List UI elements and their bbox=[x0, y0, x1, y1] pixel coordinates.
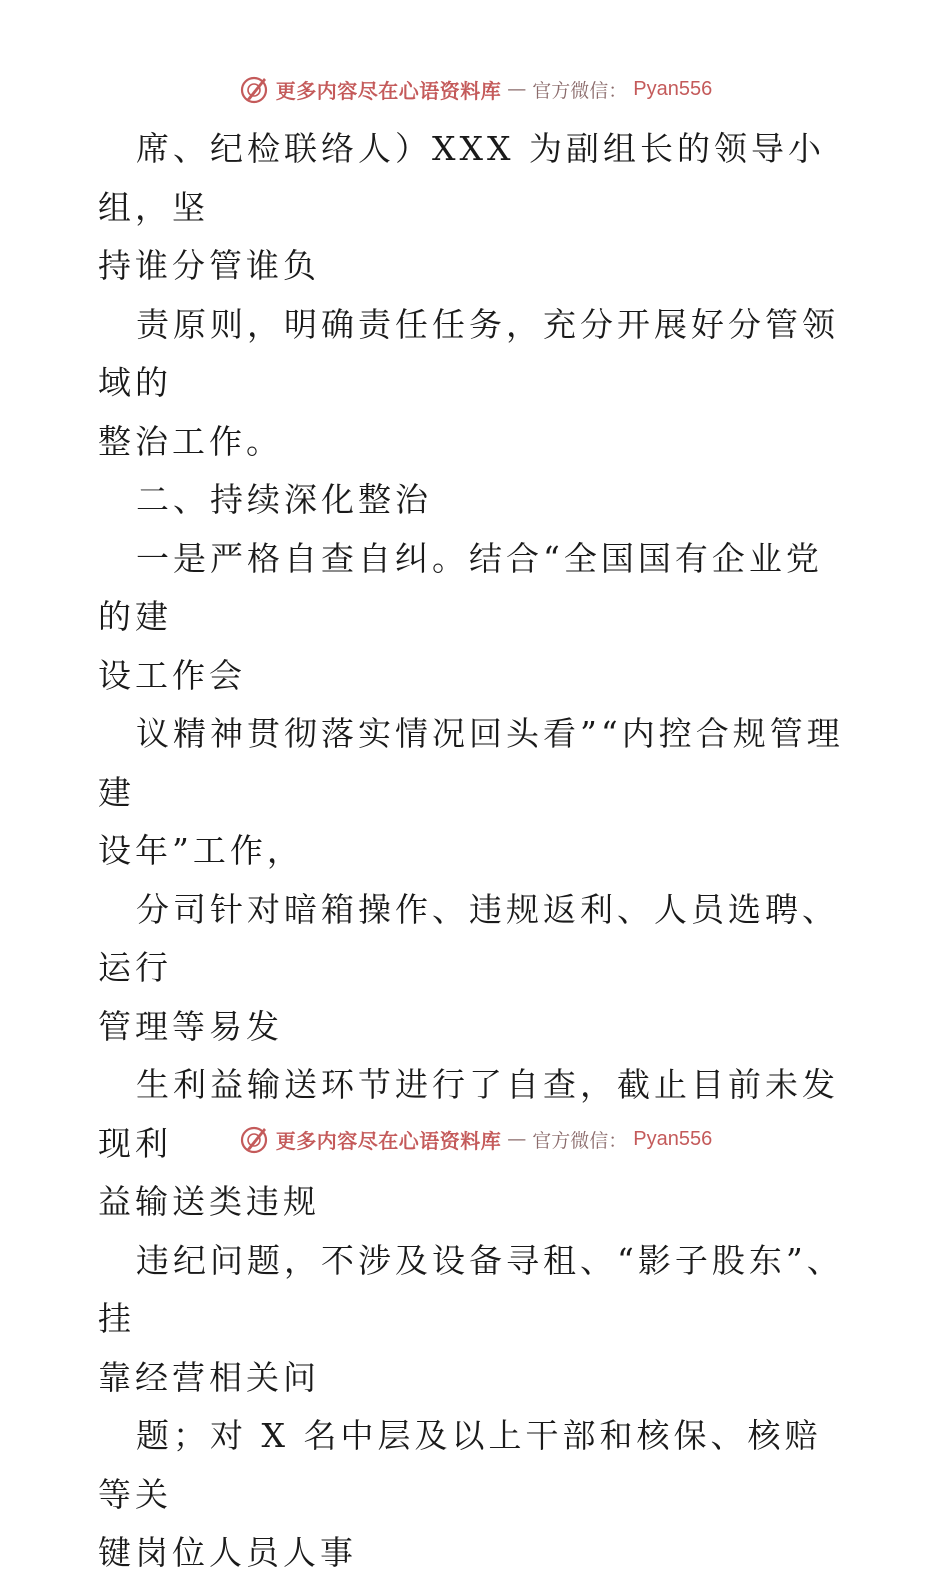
paragraph-line: 一是严格自查自纠。结合“全国国有企业党的建 bbox=[98, 538, 823, 636]
watermark-label: 官方微信： bbox=[532, 79, 628, 102]
document-body bbox=[98, 120, 858, 1583]
paragraph-line: 二、持续深化整治 bbox=[136, 480, 432, 519]
section-heading bbox=[98, 471, 858, 530]
footer-watermark bbox=[0, 1122, 950, 1156]
paragraph-line: 分司针对暗箱操作、违规返利、人员选聘、运行 bbox=[98, 889, 839, 987]
watermark-label: 官方微信： bbox=[532, 1129, 628, 1152]
paragraph-line: 席、纪检联络人）XXX 为副组长的领导小组，坚 bbox=[98, 129, 825, 227]
paragraph bbox=[98, 296, 858, 472]
watermark-dash: — bbox=[507, 1128, 527, 1150]
header-watermark bbox=[0, 72, 950, 106]
quill-logo-icon bbox=[238, 1123, 270, 1155]
watermark-id: Pyan556 bbox=[633, 77, 713, 100]
paragraph-line: 议精神贯彻落实情况回头看”“内控合规管理建 bbox=[98, 714, 844, 812]
paragraph-line: 管理等易发 bbox=[98, 1006, 283, 1046]
paragraph bbox=[98, 120, 858, 296]
paragraph bbox=[98, 530, 858, 706]
paragraph-line: 益输送类违规 bbox=[98, 1182, 320, 1221]
paragraph-line: 整治工作。 bbox=[98, 421, 283, 461]
paragraph-line: 违纪问题，不涉及设备寻租、“影子股东”、挂 bbox=[98, 1240, 844, 1338]
paragraph-line: 设年”工作， bbox=[98, 831, 304, 870]
paragraph-line: 设工作会 bbox=[98, 655, 246, 695]
watermark-dash: — bbox=[507, 78, 527, 100]
paragraph-line: 题；对 X 名中层及以上干部和核保、核赔等关 bbox=[98, 1416, 822, 1514]
watermark-brand: 更多内容尽在心语资料库 bbox=[275, 1128, 502, 1153]
paragraph-line: 生利益输送环节进行了自查，截止目前未发现利 bbox=[98, 1065, 839, 1163]
paragraph bbox=[98, 1232, 858, 1408]
paragraph-line: 责原则，明确责任任务，充分开展好分管领域的 bbox=[98, 304, 839, 402]
watermark-brand: 更多内容尽在心语资料库 bbox=[275, 78, 502, 103]
paragraph-line: 持谁分管谁负 bbox=[98, 246, 320, 285]
paragraph-line: 靠经营相关问 bbox=[98, 1357, 320, 1397]
paragraph bbox=[98, 1407, 858, 1583]
paragraph bbox=[98, 881, 858, 1057]
paragraph bbox=[98, 705, 858, 881]
watermark-id: Pyan556 bbox=[633, 1127, 713, 1150]
paragraph-line: 键岗位人员人事 bbox=[98, 1533, 357, 1572]
quill-logo-icon bbox=[238, 73, 270, 105]
